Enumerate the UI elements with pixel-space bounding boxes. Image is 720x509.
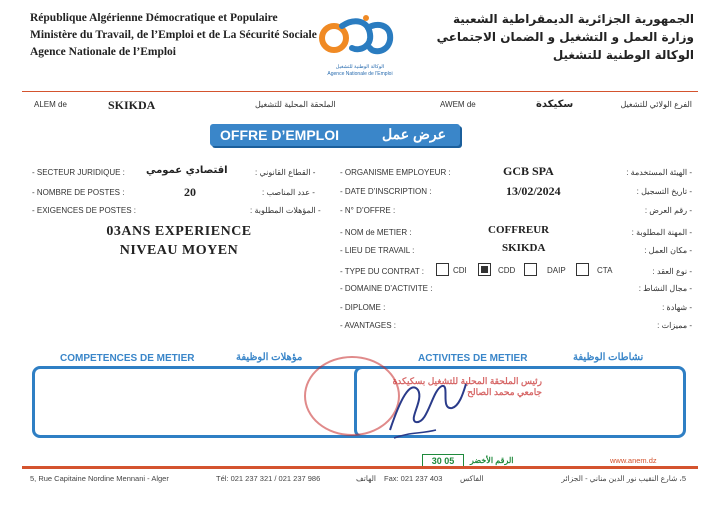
cta-checkbox[interactable] [576,263,589,276]
awem-label-ar: الفرع الولائي للتشغيل [620,100,692,109]
awem-label: AWEM de [440,100,476,109]
secteur-label-ar: - القطاع القانوني : [255,168,316,177]
alem-label-ar: الملحقة المحلية للتشغيل [255,100,336,109]
footer-tel: Tél: 021 237 321 / 021 237 986 [216,474,321,483]
logo-caption-fr: Agence Nationale de l'Emploi [327,71,393,77]
agency-title-ar: الوكالة الوطنية للتشغيل [552,48,694,62]
footer-fax-ar: الفاكس [460,474,484,483]
domaine-label: - DOMAINE D’ACTIVITE : [340,284,433,293]
date-label-ar: - تاريخ التسجيل : [636,187,692,196]
awem-value: سكيكدة [536,99,574,110]
activites-title-ar: نشاطات الوظيفة [573,352,644,363]
offre-label-ar: - رقم العرض : [644,206,692,215]
metier-value: COFFREUR [488,224,550,236]
postes-value: 20 [184,185,196,199]
cta-label: CTA [597,266,613,275]
signature [380,360,470,444]
header-rule [22,91,698,92]
logo-caption [300,64,420,78]
footer-tel-ar: الهاتف [356,474,376,483]
alem-label: ALEM de [34,100,67,109]
domaine-label-ar: - مجال النشاط : [638,284,692,293]
daip-label: DAIP [547,266,566,275]
stamp-name: جامعي محمد الصالح [467,387,542,397]
contrat-label-ar: - نوع العقد : [652,267,692,276]
competences-title: COMPETENCES DE METIER [60,353,195,364]
footer-fax: Fax: 021 237 403 [384,474,443,483]
website[interactable]: www.anem.dz [610,456,657,465]
ministry-title-ar: وزارة العمل و التشغيل و الضمان الاجتماعي [436,30,694,44]
agency-title: Agence Nationale de l’Emploi [30,46,176,58]
footer-address: 5, Rue Capitaine Nordine Mennani - Alger [30,474,169,483]
avantages-label: - AVANTAGES : [340,321,397,330]
avantages-label-ar: - مميزات : [657,321,692,330]
postes-label-ar: - عدد المناصب : [262,188,315,197]
date-value: 13/02/2024 [506,184,561,198]
date-label: - DATE D’INSCRIPTION : [340,187,432,196]
secteur-label: - SECTEUR JURIDIQUE : [32,168,125,177]
exigences-line-1: 03ANS EXPERIENCE [106,224,252,239]
republic-title: République Algérienne Démocratique et Populaire [30,12,278,24]
header-arabic [437,10,694,64]
organisme-value: GCB SPA [503,164,554,178]
exigences-label: - EXIGENCES DE POSTES : [32,206,137,215]
competences-title-ar: مؤهلات الوظيفة [236,352,303,363]
offer-banner [210,124,460,146]
daip-checkbox[interactable] [524,263,537,276]
stamp-title: رئيس الملحقة المحلية للتشغيل بسكيكدة [392,376,542,386]
postes-label: - NOMBRE DE POSTES : [32,188,125,197]
banner-title-fr: OFFRE D’EMPLOI [220,127,339,143]
diplome-label: - DIPLOME : [340,303,386,312]
republic-title-ar: الجمهورية الجزائرية الديمقراطية الشعبية [452,12,694,26]
contrat-label: - TYPE DU CONTRAT : [340,267,425,276]
green-number: 30 05 [422,454,464,468]
cdi-label: CDI [453,266,467,275]
offre-label: - N° D’OFFRE : [340,206,396,215]
lieu-label: - LIEU DE TRAVAIL : [340,246,415,255]
footer-rule [22,466,698,469]
cdd-checkbox[interactable] [478,263,491,276]
metier-label-ar: - المهنة المطلوبة : [631,228,692,237]
logo-caption-ar: الوكالة الوطنية للتشغيل [335,64,385,70]
cdd-label: CDD [498,266,516,275]
ministry-title: Ministère du Travail, de l’Emploi et de La Sécurité Sociale [30,29,317,41]
lieu-value: SKIKDA [502,242,546,254]
activites-title: ACTIVITES DE METIER [418,353,528,364]
exigences-label-ar: - المؤهلات المطلوبة : [250,206,321,215]
header-french [30,10,317,61]
footer-address-ar: 5، شارع النقيب نور الدين مناني - الجزائر [561,474,686,483]
green-number-label: الرقم الأخضر [470,456,514,465]
exigences-line-2: NIVEAU MOYEN [119,243,239,258]
diplome-label-ar: - شهادة : [662,303,692,312]
banner-title-ar: عرض عمل [382,126,446,142]
alem-value: SKIKDA [108,98,156,112]
cdi-checkbox[interactable] [436,263,449,276]
secteur-value: اقتصادي عمومي [146,165,228,176]
organisme-label-ar: - الهيئة المستخدمة : [626,168,692,177]
organisme-label: - ORGANISME EMPLOYEUR : [340,168,451,177]
metier-label: - NOM de METIER : [340,228,412,237]
lieu-label-ar: - مكان العمل : [644,246,692,255]
